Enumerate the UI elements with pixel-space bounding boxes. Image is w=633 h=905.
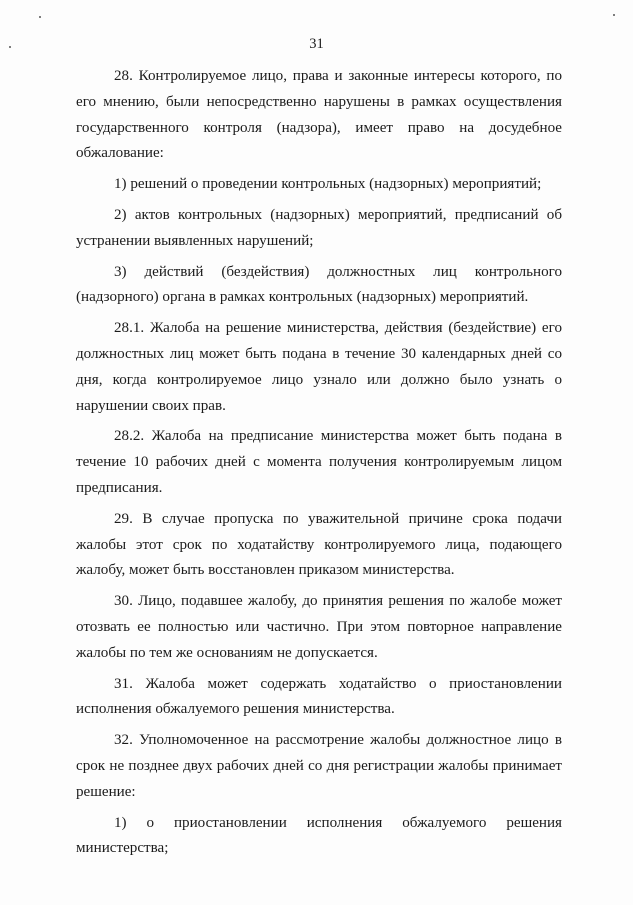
paragraph-28-2: 28.2. Жалоба на предписание министерства может быть подана в течение 10 рабочих дней с момента получения контролируемым лицом предписания. — [76, 428, 562, 496]
paragraph-31: 31. Жалоба может содержать ходатайство о приостановлении исполнения обжалуемого решения министерства. — [76, 675, 562, 718]
paragraph-30: 30. Лицо, подавшее жалобу, до принятия решения по жалобе может отозвать ее полностью или частично. При этом повторное направление жалобы по тем же основаниям не допускается. — [76, 593, 562, 661]
paragraph-32: 32. Уполномоченное на рассмотрение жалобы должностное лицо в срок не позднее двух рабочих дней со дня регистрации жалобы принимает решение: — [76, 732, 562, 800]
document-body — [76, 64, 562, 867]
list-item-28-2: 2) актов контрольных (надзорных) мероприятий, предписаний об устранении выявленных нарушений; — [76, 206, 562, 249]
list-item-32-1: 1) о приостановлении исполнения обжалуемого решения министерства; — [76, 814, 562, 857]
scan-speck — [613, 14, 615, 16]
paragraph-28-1: 28.1. Жалоба на решение министерства, действия (бездействие) его должностных лиц может быть подана в течение 30 календарных дней со дня, когда контролируемое лицо узнало или должно было узнать о нарушении своих прав. — [76, 320, 562, 414]
page-number: 31 — [309, 36, 324, 52]
list-item-28-3: 3) действий (бездействия) должностных лиц контрольного (надзорного) органа в рамках контрольных (надзорных) мероприятий. — [76, 263, 562, 306]
list-item-28-1: 1) решений о проведении контрольных (надзорных) мероприятий; — [114, 176, 542, 193]
scan-speck — [39, 16, 41, 18]
paragraph-29: 29. В случае пропуска по уважительной причине срока подачи жалобы этот срок по ходатайству контролируемого лица, подающего жалобу, может быть восстановлен приказом министерства. — [76, 510, 562, 579]
paragraph-28: 28. Контролируемое лицо, права и законные интересы которого, по его мнению, были непосредственно нарушены в рамках осуществления государственного контроля (надзора), имеет право на досудебное обжалование: — [76, 68, 562, 162]
